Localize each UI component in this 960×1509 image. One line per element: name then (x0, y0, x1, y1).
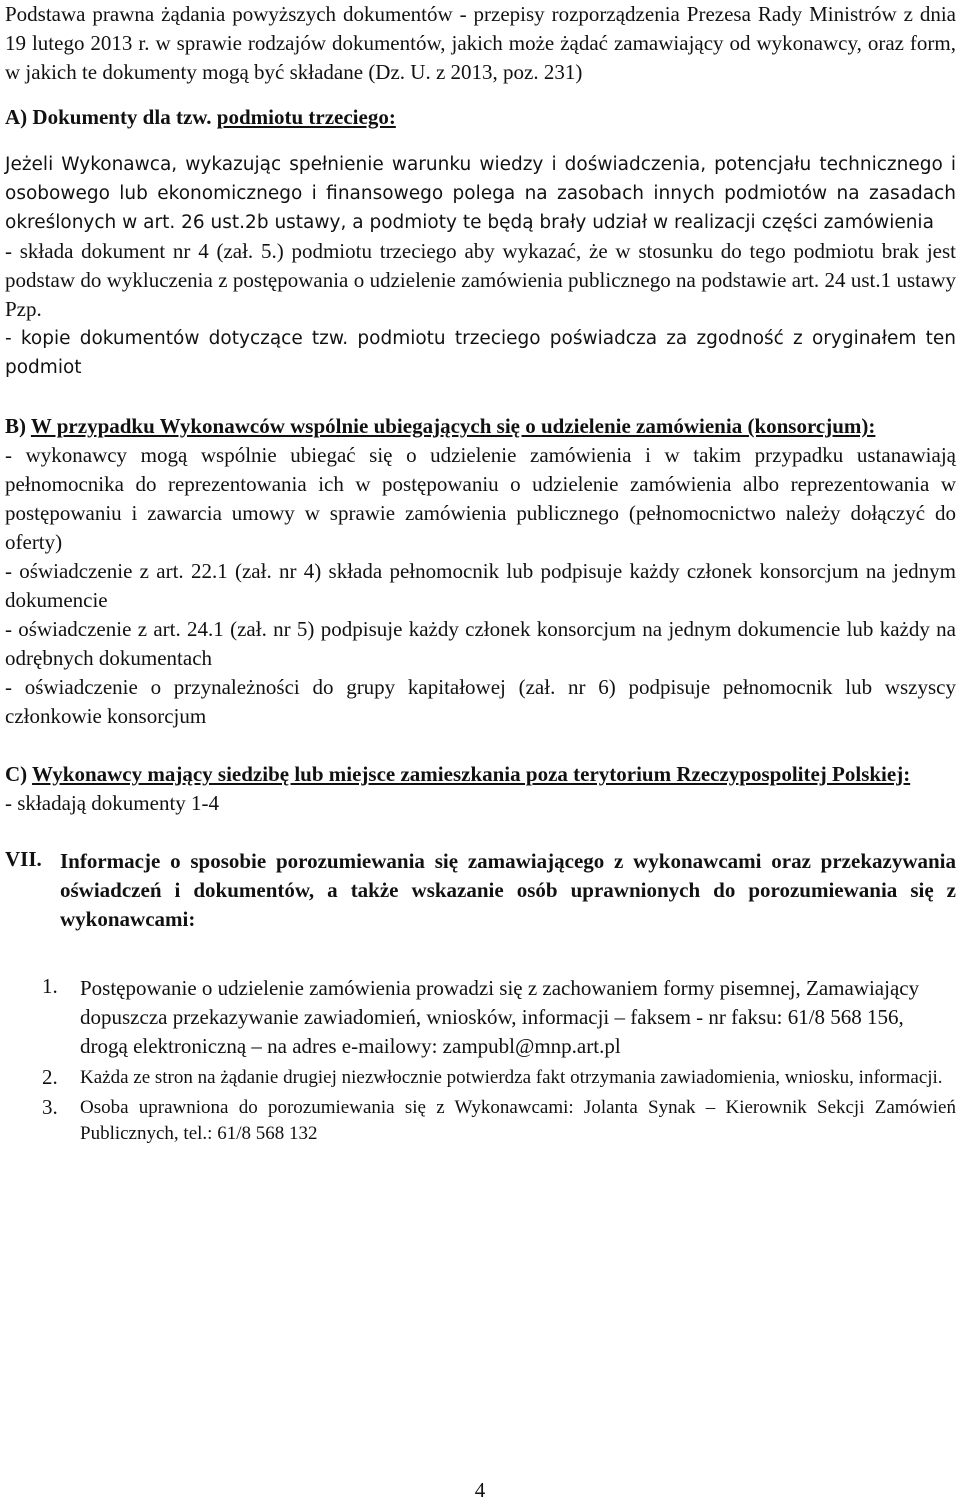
section-b-label: B) (5, 414, 26, 438)
section-vii-heading (5, 847, 956, 934)
list-item-number: 1. (42, 974, 58, 998)
section-a-heading-plain: Dokumenty dla tzw. (32, 105, 212, 129)
section-a-heading (5, 103, 956, 132)
section-c-heading-text: Wykonawcy mający siedzibę lub miejsce zamieszkania poza terytorium Rzeczypospolitej Polskiej: (32, 762, 911, 786)
list-item (5, 974, 956, 1061)
list-item-number: 3. (42, 1095, 58, 1119)
list-item-text (80, 974, 956, 1061)
section-a-item-1: - składa dokument nr 4 (zał. 5.) podmiotu trzeciego aby wykazać, że w stosunku do tego podmiotu brak jest podstaw do wykluczenia z postępowania o udzielenie zamówienia publicznego na podstawie art. 24 ust.1 ustawy Pzp. (5, 239, 956, 321)
section-c (5, 760, 956, 818)
list-item-text-content: Postępowanie o udzielenie zamówienia prowadzi się z zachowaniem formy pisemnej, Zamawiający dopuszcza przekazywanie zawiadomień, wniosków, informacji – faksem - nr faksu: 61/8 568 156, drogą elektroniczną – na adres e-mailowy: zampubl@mnp.art.pl (80, 976, 920, 1058)
document-page (5, 0, 956, 1147)
section-vii-label: VII. (5, 847, 42, 871)
section-a-body (5, 150, 956, 382)
section-a (5, 103, 956, 382)
list-item (5, 1095, 956, 1147)
intro-paragraph: Podstawa prawna żądania powyższych dokumentów - przepisy rozporządzenia Prezesa Rady Ministrów z dnia 19 lutego 2013 r. w sprawie rodzajów dokumentów, jakich może żądać zamawiający od wykonawcy, oraz form, w jakich te dokumenty mogą być składane (Dz. U. z 2013, poz. 231) (5, 2, 956, 84)
section-c-item-1: - składają dokumenty 1-4 (5, 791, 220, 815)
section-b-item-3: - oświadczenie z art. 24.1 (zał. nr 5) podpisuje każdy członek konsorcjum na jednym dokumencie lub każdy na odrębnych dokumentach (5, 617, 956, 670)
section-vii-list (5, 974, 956, 1147)
list-item-text: Osoba uprawniona do porozumiewania się z Wykonawcami: Jolanta Synak – Kierownik Sekcji Zamówień Publicznych, tel.: 61/8 568 132 (80, 1097, 956, 1144)
section-a-heading-underlined: podmiotu trzeciego: (216, 105, 396, 129)
section-a-paragraph: Jeżeli Wykonawca, wykazując spełnienie warunku wiedzy i doświadczenia, potencjału technicznego i osobowego lub ekonomicznego i finansowego polega na zasobach innych podmiotów na zasadach określonych w art. 26 ust.2b ustawy, a podmioty te będą brały udział w realizacji części zamówienia (5, 154, 956, 233)
section-b-item-1: - wykonawcy mogą wspólnie ubiegać się o udzielenie zamówienia i w takim przypadku ustanawiają pełnomocnika do reprezentowania ich w postępowaniu o udzielenie zamówienia albo reprezentowania w postępowaniu i zawarcia umowy w sprawie zamówienia publicznego (pełnomocnictwo należy dołączyć do oferty) (5, 443, 956, 554)
section-a-item-2: - kopie dokumentów dotyczące tzw. podmiotu trzeciego poświadcza za zgodność z oryginałem ten podmiot (5, 328, 956, 378)
section-a-label: A) (5, 105, 28, 129)
section-b-heading (5, 412, 956, 441)
section-c-heading (5, 760, 956, 789)
list-item-text: Każda ze stron na żądanie drugiej niezwłocznie potwierdza fakt otrzymania zawiadomienia, wniosku, informacji. (80, 1067, 943, 1088)
section-b-heading-text: W przypadku Wykonawców wspólnie ubiegających się o udzielenie zamówienia (konsorcjum): (30, 414, 876, 438)
section-b-item-4: - oświadczenie o przynależności do grupy kapitałowej (zał. nr 6) podpisuje pełnomocnik lub wszyscy członkowie konsorcjum (5, 675, 956, 728)
list-item-number: 2. (42, 1065, 58, 1089)
section-b-item-2: - oświadczenie z art. 22.1 (zał. nr 4) składa pełnomocnik lub podpisuje każdy członek konsorcjum na jednym dokumencie (5, 559, 956, 612)
page-number: 4 (474, 1478, 486, 1502)
section-vii-heading-text: Informacje o sposobie porozumiewania się zamawiającego z wykonawcami oraz przekazywania oświadczeń i dokumentów, a także wskazanie osób uprawnionych do porozumiewania się z wykonawcami: (60, 849, 956, 931)
section-c-label: C) (5, 762, 28, 786)
section-b (5, 412, 956, 731)
list-item (5, 1065, 956, 1091)
